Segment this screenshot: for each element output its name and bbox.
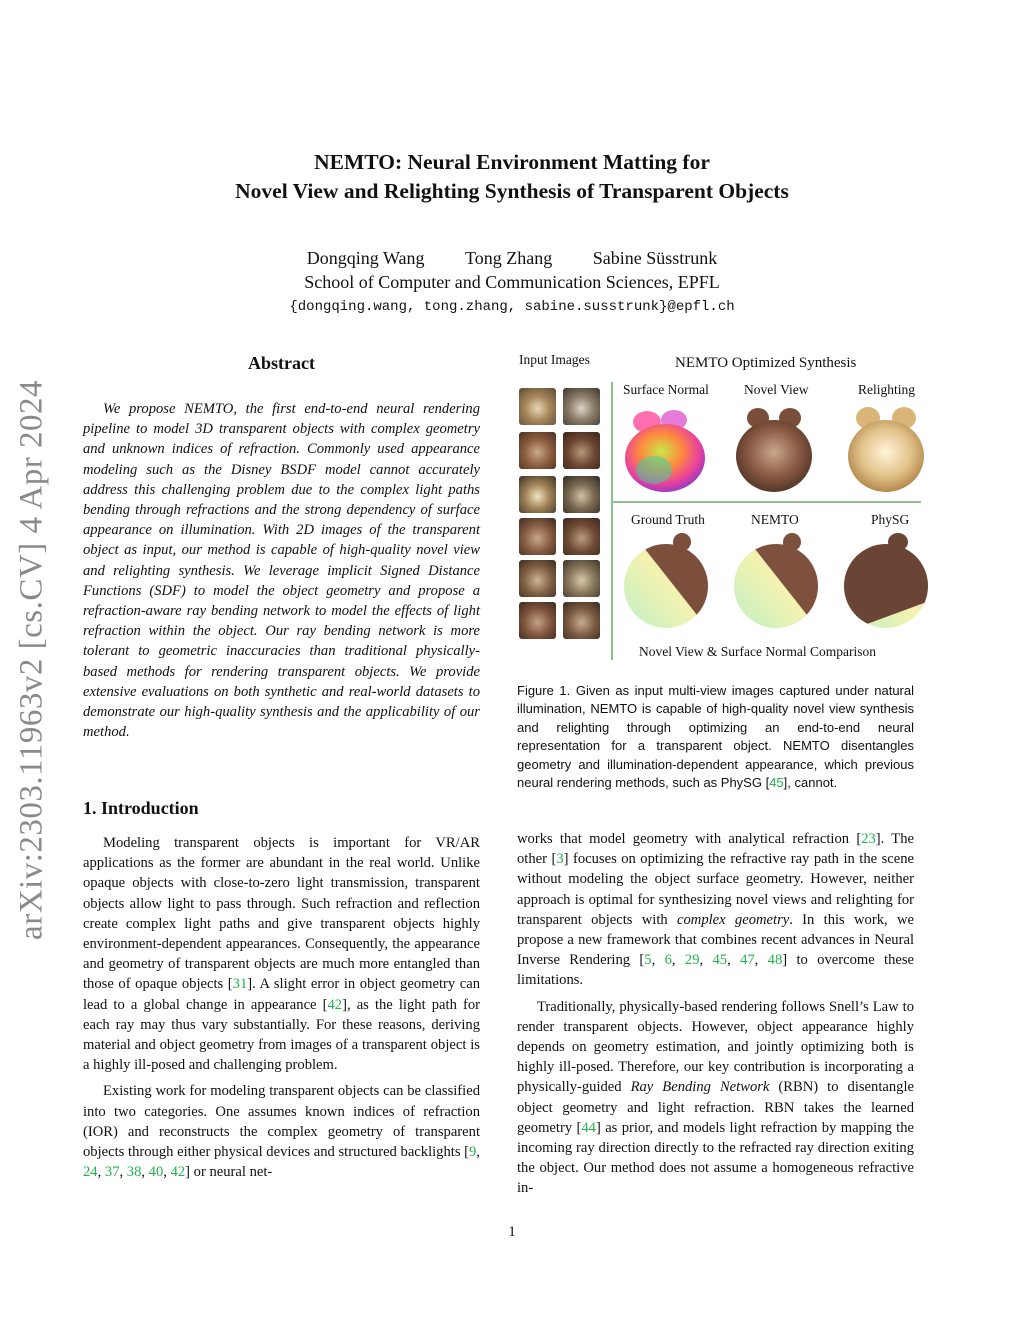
right-p1-text-4: . In this work, we propose a new framework that combines recent advances in Neural Inverse Rendering [	[517, 911, 914, 969]
caption-text-1: Figure 1. Given as input multi-view images captured under natural illumination, NEMTO is capable of high-quality novel view synthesis and relighting through optimizing an end-to-end neural representation for a transparent object. NEMTO disentangles geometry and illumination-dependent appearance, which previous neural rendering methods, such as PhySG [	[517, 683, 914, 791]
citation-44[interactable]: 44	[581, 1119, 596, 1136]
input-thumbnail	[563, 476, 600, 513]
email: {dongqing.wang, tong.zhang, sabine.susstrunk}@epfl.ch	[289, 299, 735, 315]
citation-31[interactable]: 31	[232, 976, 248, 993]
intro-p2-text-2: ] or neural net-	[185, 1164, 273, 1181]
citation-40[interactable]: 40	[148, 1164, 164, 1181]
ground-truth-render	[620, 530, 712, 634]
citation-47[interactable]: 47	[740, 952, 755, 969]
author-3: Sabine Süsstrunk	[592, 248, 718, 268]
relighting-render	[840, 400, 932, 496]
separator: ,	[651, 952, 665, 969]
author-1: Dongqing Wang	[306, 248, 425, 268]
page-number: 1	[508, 1224, 516, 1240]
input-images-label: Input Images	[519, 352, 590, 367]
paper-title	[0, 148, 1024, 206]
surface-normal-render	[619, 400, 711, 496]
separator: ,	[119, 1164, 127, 1181]
caption-text-2: ], cannot.	[783, 775, 838, 791]
novel-view-label: Novel View	[744, 382, 809, 397]
citation-6[interactable]: 6	[664, 952, 672, 969]
citation-45[interactable]: 45	[712, 952, 728, 969]
citation-29[interactable]: 29	[684, 952, 700, 969]
affiliation: School of Computer and Communication Sciences, EPFL	[304, 272, 720, 292]
intro-paragraph-1	[83, 833, 480, 1075]
input-thumbnail	[519, 602, 556, 639]
separator: ,	[699, 952, 713, 969]
abstract-heading: Abstract	[248, 353, 315, 373]
title-line-2: Novel View and Relighting Synthesis of Transparent Objects	[235, 179, 789, 203]
ground-truth-label: Ground Truth	[631, 512, 705, 527]
right-paragraph-2	[517, 997, 914, 1199]
right-p2-text-2: (RBN) to disentangle object geometry and light refraction. RBN takes the learned geometry [	[517, 1079, 914, 1136]
optimized-synthesis-label: NEMTO Optimized Synthesis	[675, 355, 857, 371]
citation-24[interactable]: 24	[83, 1164, 98, 1181]
right-p1-text-1: works that model geometry with analytical refraction [	[517, 831, 862, 847]
emphasis-complex-geometry: complex geometry	[677, 911, 790, 928]
intro-p1-text-3: ], as the light path for each ray may thus vary substantially. For these reasons, deriving material and object geometry from images of a transparent object is a highly ill-posed and challenging problem.	[83, 996, 480, 1074]
figure-1	[515, 352, 920, 664]
input-thumbnail	[519, 432, 556, 469]
arxiv-id: arXiv:2303.11963v2 [cs.CV] 4 Apr 2024	[13, 380, 50, 940]
physg-label: PhySG	[871, 512, 910, 527]
citation-42[interactable]: 42	[327, 996, 343, 1013]
right-paragraph-1	[517, 829, 914, 991]
intro-text	[83, 833, 480, 1182]
figure-caption	[517, 682, 914, 792]
surface-normal-label: Surface Normal	[623, 382, 709, 397]
input-thumbnail	[563, 388, 600, 425]
separator: ,	[97, 1164, 105, 1181]
separator: ,	[163, 1164, 171, 1181]
input-thumbnail	[519, 518, 556, 555]
relighting-label: Relighting	[858, 382, 915, 397]
intro-p1-text-2: ]. A slight error in object geometry can lead to a global change in appearance [	[83, 976, 480, 1013]
intro-heading: 1. Introduction	[83, 798, 199, 818]
citation-23[interactable]: 23	[861, 831, 876, 847]
author-2: Tong Zhang	[464, 248, 553, 268]
right-column-text	[517, 829, 914, 1199]
right-p2-text-1: Traditionally, physically-based rendering follows Snell’s Law to render transparent objects. However, object appearance highly depends on geometry estimation, and jointly optimizing both is highly ill-posed. Therefore, our key contribution is incorporating a physically-guided	[517, 998, 914, 1096]
figure-divider-vertical	[611, 382, 613, 660]
abstract-paragraph: We propose NEMTO, the first end-to-end neural rendering pipeline to model 3D transparent objects with complex geometry and unknown indices of refraction. Commonly used appearance modeling such as the Disney BSDF model cannot accurately address this challenging problem due to the complex light paths bending through refractions and the strong dependency of surface appearance on illumination. With 2D images of the transparent object as input, our method is capable of high-quality novel view and relighting synthesis. We leverage implicit Signed Distance Functions (SDF) to model the object geometry and propose a refraction-aware ray bending network to model the effects of light refraction within the object. Our ray bending network is more tolerant to geometric inaccuracies than traditional physically-based methods for rendering transparent objects. We provide extensive evaluations on both synthetic and real-world datasets to demonstrate our high-quality synthesis and the applicability of our method.	[83, 401, 480, 741]
citation-38[interactable]: 38	[126, 1164, 142, 1181]
title-line-1: NEMTO: Neural Environment Matting for	[314, 150, 710, 174]
authors	[0, 248, 1024, 269]
intro-p2-text-1: Existing work for modeling transparent objects can be classified into two categories. One assumes known indices of refraction (IOR) and reconstructs the complex geometry of transparent objects through either physical devices and structured backlights [	[83, 1083, 480, 1161]
separator: ,	[671, 952, 685, 969]
citation-42[interactable]: 42	[170, 1164, 186, 1181]
nemto-label: NEMTO	[751, 512, 799, 527]
arxiv-stamp	[12, 360, 52, 960]
right-p1-text-3: ] focuses on optimizing the refractive ray path in the scene without modeling the object surface geometry. However, neither approach is optimal for synthesizing novel views and relighting for transparent objects with	[517, 851, 915, 928]
input-thumbnail	[563, 432, 600, 469]
citation-5[interactable]: 5	[644, 952, 652, 969]
abstract-text	[83, 399, 480, 742]
citation-45[interactable]: 45	[769, 775, 784, 791]
right-p1-text-2: ]. The other [	[517, 831, 914, 868]
emphasis-ray-bending-network: Ray Bending Network	[630, 1079, 770, 1096]
citation-37[interactable]: 37	[104, 1164, 120, 1181]
figure-divider-horizontal	[611, 501, 921, 503]
separator: ,	[476, 1144, 480, 1161]
input-thumbnail	[563, 602, 600, 639]
right-p1-text-5: ] to overcome these limitations.	[517, 952, 915, 989]
citation-48[interactable]: 48	[767, 952, 783, 969]
right-p2-text-3: ] as prior, and models light refraction by mapping the incoming ray direction directly to the refracted ray direction exiting the object. Our method does not assume a homogeneous refractive in-	[517, 1119, 914, 1197]
separator: ,	[141, 1164, 149, 1181]
comparison-label: Novel View & Surface Normal Comparison	[639, 644, 877, 659]
input-thumbnail	[519, 476, 556, 513]
input-thumbnail	[563, 518, 600, 555]
intro-p1-text-1: Modeling transparent objects is important for VR/AR applications as the former are abundant in the real world. Unlike opaque objects with close-to-zero light transmission, transparent objects allow light to pass through. Such refraction and reflection create complex light paths and give transparent objects highly environment-dependent appearances. Consequently, the appearance and geometry of transparent objects are much more entangled than those of opaque objects [	[83, 835, 480, 993]
citation-9[interactable]: 9	[469, 1144, 477, 1161]
input-thumbnail	[563, 560, 600, 597]
separator: ,	[754, 952, 768, 969]
nemto-render	[730, 530, 822, 634]
intro-paragraph-2	[83, 1081, 480, 1182]
input-thumbnail	[519, 388, 556, 425]
novel-view-render	[728, 400, 820, 496]
physg-render	[840, 530, 932, 634]
citation-3[interactable]: 3	[556, 851, 564, 868]
separator: ,	[727, 952, 741, 969]
input-thumbnail	[519, 560, 556, 597]
